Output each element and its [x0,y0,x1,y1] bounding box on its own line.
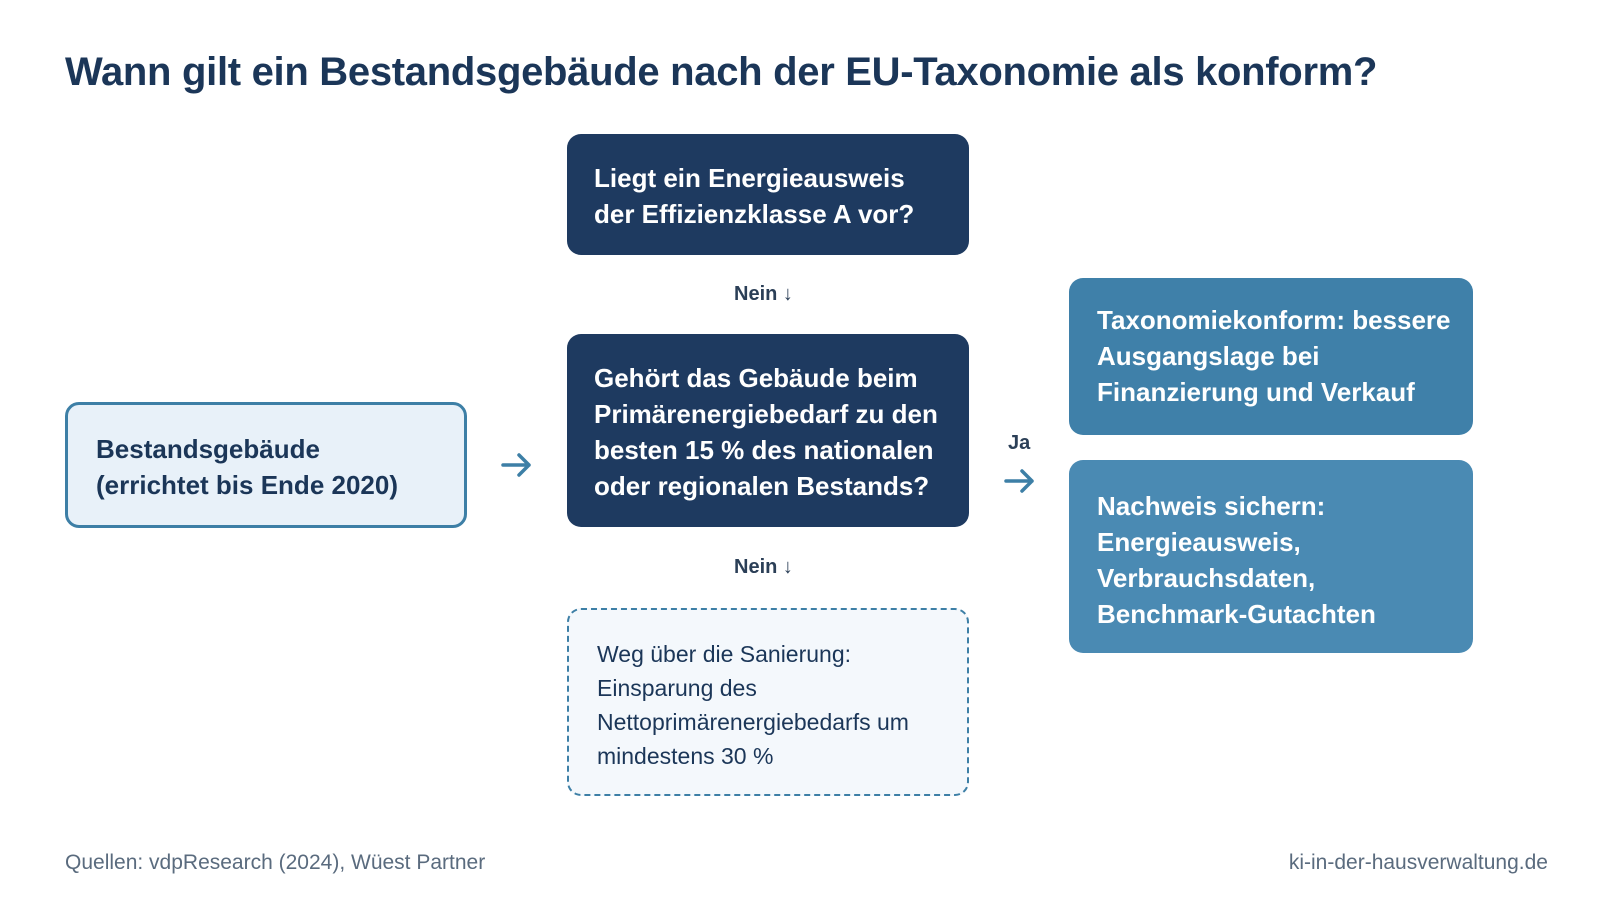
node-start-bestandsgebaeude [65,402,467,528]
node-alternative-label: Weg über die Sanierung: Einsparung des Nettoprimärenergiebedarfs um mindestens 30 % [597,641,909,769]
node-start-label: Bestandsgebäude (errichtet bis Ende 2020) [96,434,398,500]
node-result-1-label: Taxonomiekonform: bessere Ausgangslage bei Finanzierung und Verkauf [1097,305,1451,407]
footer-sources: Quellen: vdpResearch (2024), Wüest Partner [65,851,486,874]
node-result-taxonomiekonform [1069,278,1473,435]
page-title: Wann gilt ein Bestandsgebäude nach der EU-Taxonomie als konform? [65,50,1378,94]
arrow-right-icon [500,452,534,478]
arrow-right-icon [1003,468,1037,494]
edge-label-yes: Ja [1008,432,1031,454]
edge-label-no-1: Nein ↓ [734,283,793,305]
node-question-1-label: Liegt ein Energieausweis der Effizienzklasse A vor? [594,163,915,229]
node-alternative-sanierung [567,608,969,796]
node-result-2-label: Nachweis sichern: Energieausweis, Verbrauchsdaten, Benchmark-Gutachten [1097,491,1376,629]
node-result-nachweis [1069,460,1473,653]
node-question-2-label: Gehört das Gebäude beim Primärenergiebedarf zu den besten 15 % des nationalen oder regionalen Bestands? [594,363,938,501]
edge-label-no-2: Nein ↓ [734,556,793,578]
node-question-energieausweis [567,134,969,255]
node-question-primaerenergiebedarf [567,334,969,527]
footer-site: ki-in-der-hausverwaltung.de [1288,851,1548,874]
